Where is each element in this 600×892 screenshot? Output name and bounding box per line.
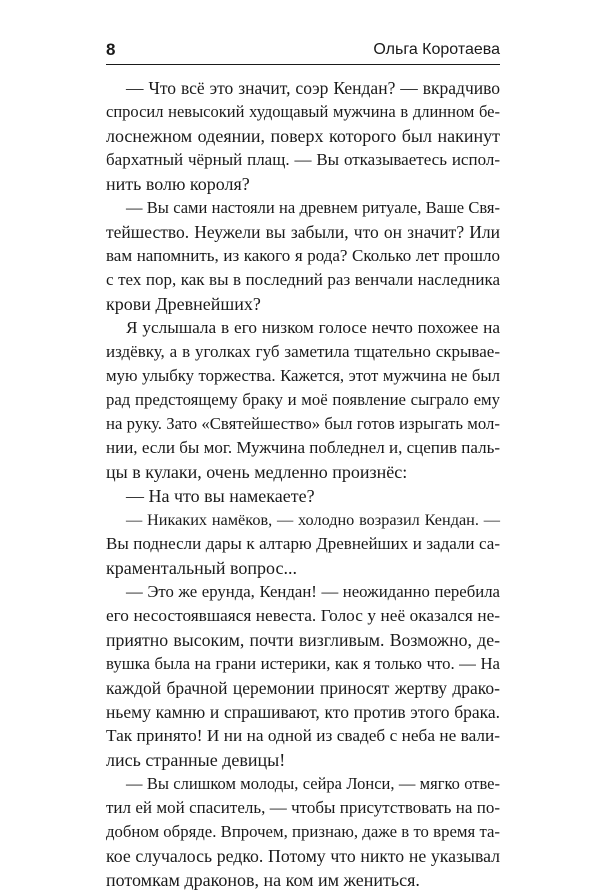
text-line: лись странные девицы!	[106, 750, 286, 770]
paragraph	[106, 316, 500, 484]
text-line: нить волю короля?	[106, 174, 250, 194]
page-number: 8	[106, 40, 116, 59]
text-line: мую улыбку торжества. Кажется, этот мужчина не был	[106, 366, 500, 385]
text-line: — На что вы намекаете?	[126, 486, 315, 506]
text-line: приятно высоким, почти визгливым. Возможно, де-	[106, 630, 500, 650]
text-line: добном обряде. Впрочем, признаю, даже в то время та-	[106, 822, 500, 841]
author-name: Ольга Коротаева	[373, 41, 500, 58]
paragraph	[106, 508, 500, 580]
text-line: тейшество. Неужели вы забыли, что он значит? Или	[106, 222, 500, 242]
text-line: каждой брачной церемонии приносят жертву драко-	[106, 678, 500, 698]
paragraph	[106, 772, 500, 892]
text-line: — Вы сами настояли на древнем ритуале, Ваше Свя-	[126, 198, 500, 217]
text-line: спросил невысокий худощавый мужчина в длинном бе-	[106, 102, 500, 121]
text-line: — Никаких намёков, — холодно возразил Кендан. —	[126, 511, 500, 529]
text-line: нии, если бы мог. Мужчина побледнел и, сцепив паль-	[106, 438, 500, 457]
paragraph	[106, 196, 500, 316]
paragraph	[106, 484, 500, 508]
text-line: издёвку, а в уголках губ заметила тщательно скрывае-	[106, 342, 500, 361]
text-line: его несостоявшаяся невеста. Голос у неё оказался не-	[106, 606, 500, 625]
paragraph	[106, 76, 500, 196]
paragraph	[106, 580, 500, 772]
text-line: кое случалось редко. Потому что никто не указывал	[106, 846, 500, 866]
text-body	[106, 76, 500, 892]
text-line: Так принято! И ни на одной из свадеб с неба не вали-	[106, 726, 500, 745]
text-line: краментальный вопрос...	[106, 558, 297, 578]
running-head	[106, 38, 500, 65]
text-line: — Вы слишком молоды, сейра Лонси, — мягко отве-	[126, 774, 500, 793]
text-line: вушка была на грани истерики, как я только что. — На	[106, 654, 500, 673]
text-line: с тех пор, как вы в последний раз венчали наследника	[106, 270, 500, 289]
text-line: вам напомнить, из какого я рода? Сколько лет прошло	[106, 246, 500, 265]
text-line: бархатный чёрный плащ. — Вы отказываетесь испол-	[106, 150, 500, 169]
text-line: цы в кулаки, очень медленно произнёс:	[106, 462, 408, 482]
text-line: — Это же ерунда, Кендан! — неожиданно перебила	[126, 582, 500, 601]
text-line: крови Древнейших?	[106, 294, 261, 314]
text-line: лоснежном одеянии, поверх которого был накинут	[106, 126, 500, 146]
text-line: на руку. Зато «Святейшество» был готов изрыгать мол-	[106, 414, 500, 433]
text-line: Я услышала в его низком голосе нечто похожее на	[126, 318, 500, 337]
text-line: тил ей мой спаситель, — чтобы присутствовать на по-	[106, 798, 500, 817]
text-line: ньему камню и спрашивают, кто против этого брака.	[106, 702, 500, 722]
text-line: — Что всё это значит, соэр Кендан? — вкрадчиво	[126, 78, 500, 98]
text-line: потомкам драконов, на ком им жениться.	[106, 870, 420, 890]
text-line: Вы поднесли дары к алтарю Древнейших и задали са-	[106, 534, 500, 553]
text-line: рад предстоящему браку и моё появление сыграло ему	[106, 390, 500, 409]
